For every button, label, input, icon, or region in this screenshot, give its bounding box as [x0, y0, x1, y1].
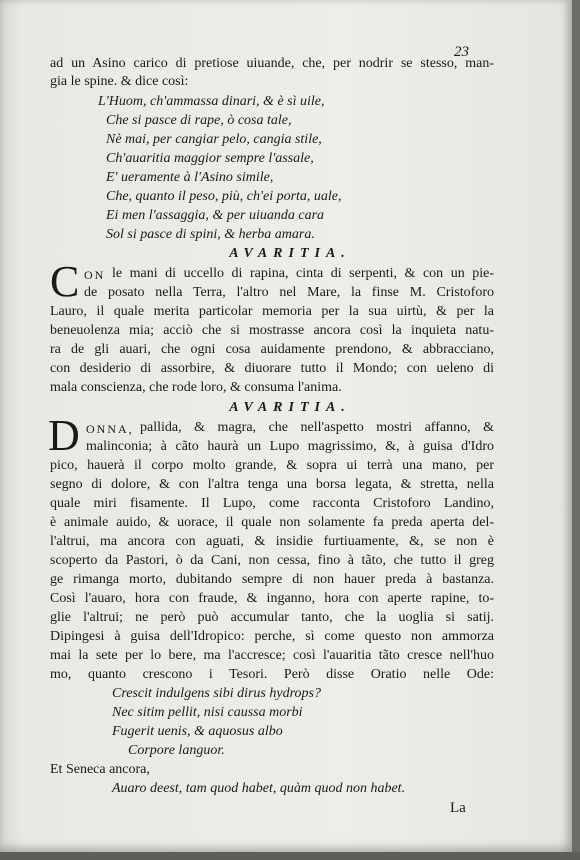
verse-line: Nè mai, per cangiar pelo, cangia stile, [106, 132, 322, 147]
first-word: ONNA, [86, 422, 134, 436]
first-word: ON [84, 268, 106, 282]
body-line: Così l'auaro, hora con fraude, & inganno, hora con aperte rapine, to- [50, 591, 494, 606]
body-line: de posato nella Terra, l'altro nel Mare, la finse M. Cristoforo [84, 285, 494, 300]
verse-line: Che si pasce di rape, ò cosa tale, [106, 113, 292, 128]
verse-line: Nec sitim pellit, nisi caussa morbi [112, 705, 303, 720]
body-line: pallida, & magra, che nell'aspetto mostri affanno, & [140, 420, 494, 435]
intro-line: gia le spine. & dice così: [50, 74, 189, 89]
verse-line: Corpore languor. [128, 743, 225, 758]
body-line: mala conscienza, che rode loro, & consuma l'anima. [50, 380, 342, 395]
body-line: Dipingesi à guisa dell'Idropico: perche, sì come questo non ammorza [50, 629, 494, 644]
drop-cap: D [48, 411, 80, 460]
drop-cap: C [50, 257, 80, 306]
body-line: segno di dolore, & con l'altra tenga una borsa legata, & stretta, nella [50, 477, 494, 492]
verse-line: Che, quanto il peso, più, ch'ei porta, uale, [106, 189, 342, 204]
body-line: pico, hauerà il corpo molto grande, & sopra ui terrà una mano, per [50, 458, 494, 473]
body-line: glie l'altrui; ne però può accumular tanto, che la uoglia si satij. [50, 610, 494, 625]
body-line: Lauro, il quale merita particolar memoria per la sua uirtù, & per la [50, 304, 494, 319]
verse-line: Fugerit uenis, & aquosus albo [112, 724, 283, 739]
body-line: le mani di uccello di rapina, cinta di serpenti, & con un pie- [112, 266, 494, 281]
verse-line: E' ueramente à l'Asino simile, [106, 170, 274, 185]
verse-line: Ei men l'assaggia, & per uiuanda cara [106, 208, 325, 223]
body-line: beneuolenza mia; acciò che si mostrasse ancora così la inquieta natu- [50, 323, 494, 338]
body-line: malinconia; à cãto haurà un Lupo magrissimo, &, à guisa d'Idro [86, 439, 494, 454]
body-line: con desiderio di assorbire, & diuorare tutto il Mondo; con ueleno di [50, 361, 494, 376]
page-number: 23 [454, 44, 469, 60]
body-line: è animale auido, & uorace, il quale non solamente fa preda aperta del- [50, 515, 494, 530]
page-edge-shadow [572, 0, 580, 860]
body-line: ge rimanga morto, dubitando sempre di non hauer preda à bastanza. [50, 572, 494, 587]
verse-line: Ch'auaritia maggior sempre l'assale, [106, 151, 314, 166]
body-line: quale miri fisamente. Il Lupo, come racconta Cristoforo Landino, [50, 496, 494, 511]
verse-line: Sol si pasce di spini, & herba amara. [106, 227, 315, 242]
quote-line: Auaro deest, tam quod habet, quàm quod non habet. [112, 781, 406, 796]
verse-line: Crescit indulgens sibi dirus hydrops? [112, 686, 321, 701]
body-line: mo, quanto crescono i Tesori. Però disse Oratio nelle Ode: [50, 667, 494, 682]
body-line: scoperto da Pastori, ò da Cani, non cessa, fino à tãto, che tutto il greg [50, 553, 494, 568]
body-line: Et Seneca ancora, [50, 762, 150, 777]
page-edge-shadow [0, 852, 580, 860]
body-line: l'altrui, ma ancora con aguati, & insidie furtiuamente, &, se non è [50, 534, 494, 549]
intro-line: ad un Asino carico di pretiose uiuande, che, per nodrir se stesso, man- [50, 56, 494, 71]
section-heading: AVARITIA. [229, 400, 351, 415]
body-line: ra de gli auari, che ogni cosa auidamente prendono, & abbracciano, [50, 342, 494, 357]
body-line: mai la sete per lo bere, ma l'accresce; così l'auaritia tãto cresce nell'huo [50, 648, 494, 663]
catchword: La [450, 800, 466, 816]
section-heading: AVARITIA. [229, 246, 351, 261]
verse-line: L'Huom, ch'ammassa dinari, & è sì uile, [98, 94, 325, 109]
